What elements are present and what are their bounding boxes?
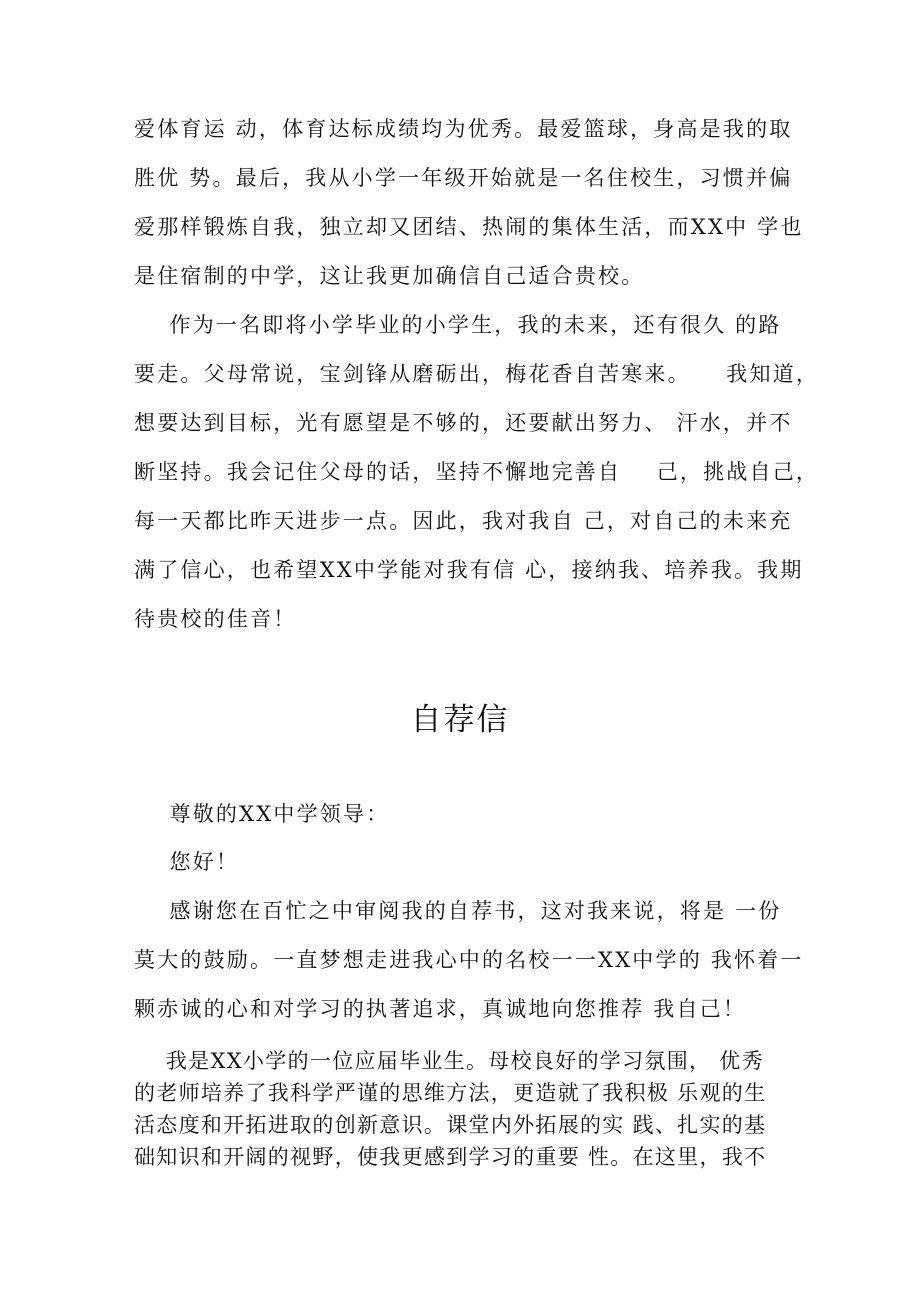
text-line: 作为一名即将小学毕业的小学生，我的未来，还有很久 的路	[134, 313, 782, 337]
text-line: 每一天都比昨天进步一点。因此，我对我自 己，对自己的未来充	[134, 509, 793, 533]
letter-title: 自荐信	[410, 702, 510, 738]
text-line: 础知识和开阔的视野，使我更感到学习的重要 性。在这里，我不	[134, 1145, 767, 1169]
text-line: 断坚持。我会记住父母的话，坚持不懈地完善自 己，挑战自己，	[134, 460, 820, 484]
text-line: 活态度和开拓进取的创新意识。课堂内外拓展的实 践、扎实的基	[134, 1113, 767, 1137]
text-line: 满了信心，也希望XX中学能对我有信 心，接纳我、培养我。我期	[134, 558, 804, 582]
text-line: 的老师培养了我科学严谨的思维方法，更造就了我积极 乐观的生	[134, 1081, 767, 1105]
greeting: 您好！	[134, 850, 240, 874]
text-line: 想要达到目标，光有愿望是不够的，还要献出努力、 汗水，并不	[134, 411, 793, 435]
text-line: 爱体育运 动，体育达标成绩均为优秀。最爱篮球，身高是我的取	[134, 117, 793, 141]
text-line: 我是XX小学的一位应届毕业生。母校良好的学习氛围， 优秀	[134, 1049, 764, 1073]
text-line: 要走。父母常说，宝剑锋从磨砺出，梅花香自苦寒来。 我知道，	[134, 362, 820, 386]
text-line: 是住宿制的中学，这让我更加确信自己适合贵校。	[134, 264, 645, 288]
text-line: 感谢您在百忙之中审阅我的自荐书，这对我来说，将是 一份	[134, 899, 782, 923]
text-line: 莫大的鼓励。一直梦想走进我心中的名校一一XX中学的 我怀着一	[134, 948, 804, 972]
text-line: 颗赤诚的心和对学习的执著追求，真诚地向您推荐 我自己！	[134, 997, 747, 1021]
text-line: 待贵校的佳音！	[134, 607, 297, 631]
text-line: 爱那样锻炼自我，独立却又团结、热闹的集体生活，而XX中 学也	[134, 215, 804, 239]
text-line: 胜优 势。最后，我从小学一年级开始就是一名住校生，习惯并偏	[134, 166, 793, 190]
salutation: 尊敬的XX中学领导：	[134, 802, 390, 826]
